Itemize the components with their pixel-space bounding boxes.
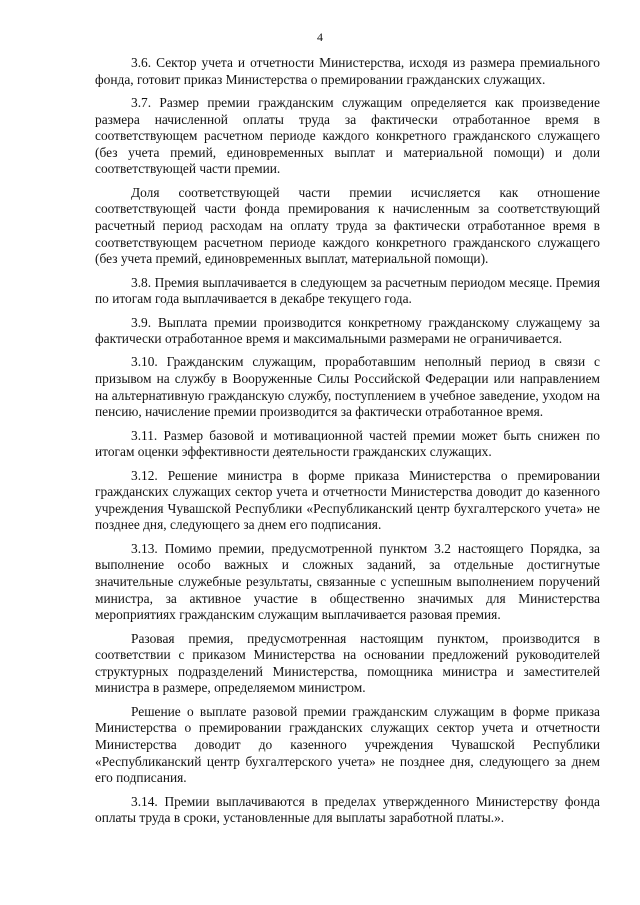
paragraph-3-7: 3.7. Размер премии гражданским служащим определяется как произведение размера начисленной оплаты труда за фактически отработанное время в соответствующем расчетном периоде каждого конкретного гражданского служащего (без учета премий, единовременных выплат и материальной помощи) и доли соответствующей части премии. (95, 94, 600, 177)
paragraph-3-13-decision: Решение о выплате разовой премии гражданским служащим в форме приказа Министерства о премировании гражданских служащих сектор учета и отчетности Министерства доводит до казенного учреждения Чувашской Республики «Республиканский центр бухгалтерского учета» не позднее дня, следующего за днем его подписания. (95, 703, 600, 786)
paragraph-3-9: 3.9. Выплата премии производится конкретному гражданскому служащему за фактически отработанное время и максимальными размерами не ограничивается. (95, 314, 600, 347)
paragraph-3-13: 3.13. Помимо премии, предусмотренной пунктом 3.2 настоящего Порядка, за выполнение особо важных и сложных заданий, за отдельные достигнутые значительные служебные результаты, связанные с успешным выполнением поручений министра, за активное участие в общественно значимых для Министерства мероприятиях гражданским служащим выплачивается разовая премия. (95, 540, 600, 623)
paragraph-3-11: 3.11. Размер базовой и мотивационной частей премии может быть снижен по итогам оценки эффективности деятельности гражданских служащих. (95, 427, 600, 460)
paragraph-3-8: 3.8. Премия выплачивается в следующем за расчетным периодом месяце. Премия по итогам года выплачивается в декабре текущего года. (95, 274, 600, 307)
page-number: 4 (317, 30, 323, 44)
paragraph-3-6: 3.6. Сектор учета и отчетности Министерства, исходя из размера премиального фонда, готовит приказ Министерства о премировании гражданских служащих. (95, 55, 600, 87)
paragraph-3-7-share: Доля соответствующей части премии исчисляется как отношение соответствующей части фонда премирования к начисленным за соответствующий расчетный период расходам на оплату труда за фактически отработанное время в соответствующем расчетном периоде каждого конкретного гражданского служащего (без учета премий, единовременных выплат, материальной помощи). (95, 184, 600, 267)
paragraph-3-10: 3.10. Гражданским служащим, проработавшим неполный период в связи с призывом на службу в Вооруженные Силы Российской Федерации или направлением на альтернативную гражданскую службу, поступлением в учебное заведение, уходом на пенсию, начисление премии производится за фактически отработанное время. (95, 354, 600, 420)
paragraph-3-13-one-time: Разовая премия, предусмотренная настоящим пунктом, производится в соответствии с приказом Министерства на основании предложений руководителей структурных подразделений Министерства, помощника министра и заместителей министра в размере, определяемом министром. (95, 630, 600, 696)
paragraph-3-12: 3.12. Решение министра в форме приказа Министерства о премировании гражданских служащих сектор учета и отчетности Министерства доводит до казенного учреждения Чувашской Республики «Республиканский центр бухгалтерского учета» не позднее дня, следующего за днем его подписания. (95, 467, 600, 533)
paragraph-3-14: 3.14. Премии выплачиваются в пределах утвержденного Министерству фонда оплаты труда в сроки, установленные для выплаты заработной платы.». (95, 793, 600, 826)
document-body (95, 55, 600, 834)
